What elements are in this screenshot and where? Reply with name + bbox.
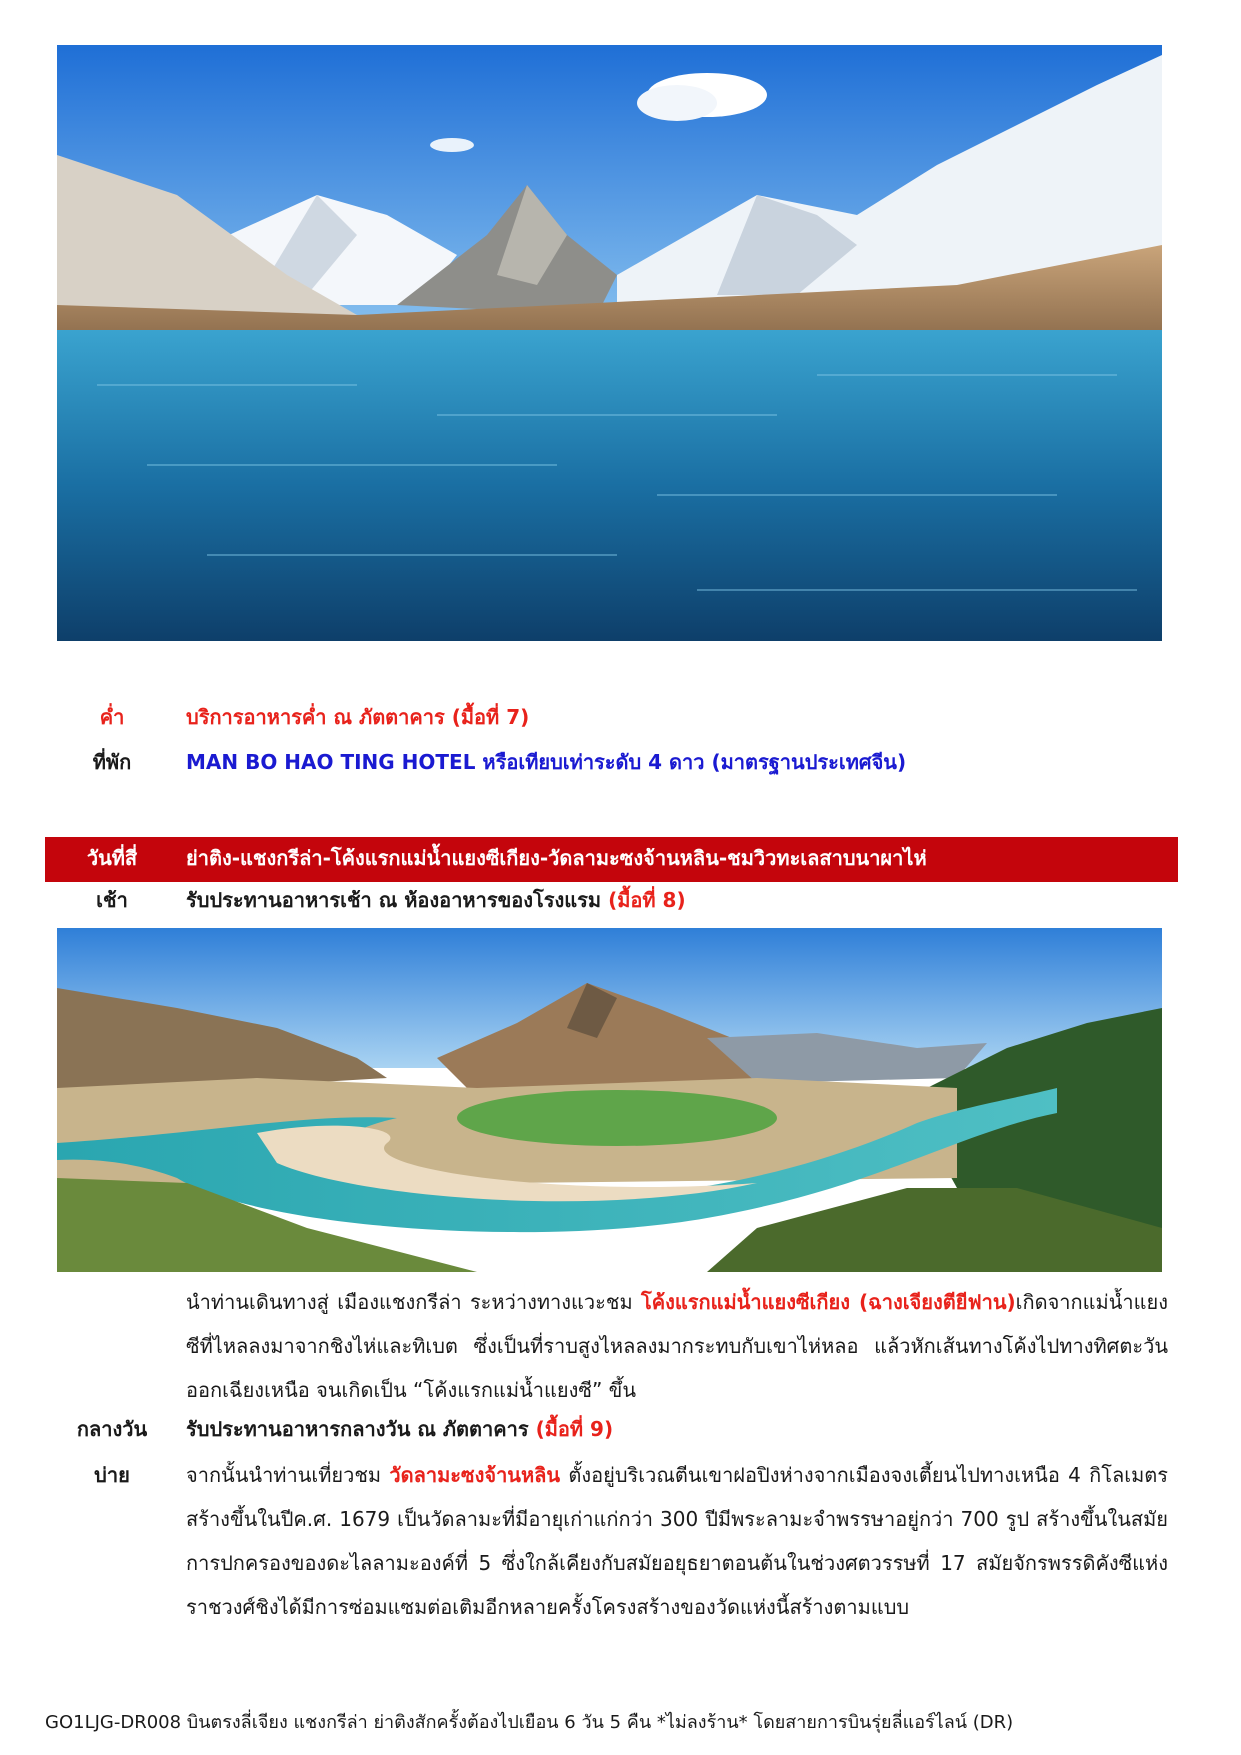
- day-header-bar: [45, 837, 1178, 882]
- hotel-label: ที่พัก: [92, 750, 132, 774]
- afternoon-label: บ่าย: [94, 1463, 130, 1487]
- yangtze-bend-photo: [57, 928, 1162, 1272]
- day-route: ย่าติง-แชงกรีล่า-โค้งแรกแม่น้ำแยงซีเกียง-วัดลามะซงจ้านหลิน-ชมวิวทะเลสาบนาผาไห่: [186, 846, 927, 870]
- afternoon-paragraph: [186, 1453, 1168, 1629]
- lake-mountain-photo: [57, 45, 1162, 641]
- lunch-meal: (มื้อที่ 9): [535, 1417, 614, 1441]
- shangrila-rest: เกิดจากแม่น้ำแยงซีที่ไหลลงมาจากชิงไห่และทิเบต ซึ่งเป็นที่ราบสูงไหลลงมากระทบกับเขาไห่หลอ แล้วหักเส้นทางโค้งไปทางทิศตะวันออกเฉียงเหนือ จนเกิดเป็น “โค้งแรกแม่น้ำแยงซี” ขึ้น: [186, 1290, 1168, 1402]
- lunch-text: รับประทานอาหารกลางวัน ณ ภัตตาคาร: [186, 1417, 536, 1441]
- songzanlin-highlight: วัดลามะซงจ้านหลิน: [389, 1463, 561, 1487]
- afternoon-rest: ตั้งอยู่บริเวณตีนเขาฝอปิงห่างจากเมืองจงเตี้ยนไปทางเหนือ 4 กิโลเมตรสร้างขึ้นในปีค.ศ. 1679 เป็นวัดลามะที่มีอายุเก่าแก่กว่า 300 ปีมีพระลามะจำพรรษาอยู่กว่า 700 รูป สร้างขึ้นในสมัยการปกครองของดะไลลามะองค์ที่ 5 ซึ่งใกล้เคียงกับสมัยอยุธยาตอนต้นในช่วงศตวรรษที่ 17 สมัยจักรพรรดิคังซีแห่งราชวงศ์ชิงได้มีการซ่อมแซมต่อเติมอีกหลายครั้งโครงสร้างของวัดแห่งนี้สร้างตามแบบ: [186, 1463, 1168, 1619]
- yangtze-bend-highlight: โค้งแรกแม่น้ำแยงซีเกียง (ฉางเจียงตียีฟาน): [641, 1290, 1016, 1314]
- day-label: วันที่สี่: [86, 846, 138, 870]
- shangrila-paragraph: [186, 1280, 1168, 1412]
- page-footer: GO1LJG-DR008 บินตรงลี่เจียง แชงกรีล่า ย่าติงสักครั้งต้องไปเยือน 6 วัน 5 คืน *ไม่ลงร้าน* โดยสายการบินรุ่ยลี่แอร์ไลน์ (DR): [45, 1712, 1014, 1733]
- breakfast-text: รับประทานอาหารเช้า ณ ห้องอาหารของโรงแรม: [186, 888, 609, 912]
- dinner-text: บริการอาหารค่ำ ณ ภัตตาคาร (มื้อที่ 7): [186, 705, 530, 729]
- shangrila-lead: นำท่านเดินทางสู่ เมืองแชงกรีล่า ระหว่างทางแวะชม: [186, 1290, 641, 1314]
- dinner-label: ค่ำ: [99, 705, 125, 729]
- afternoon-lead: จากนั้นนำท่านเที่ยวชม: [186, 1463, 390, 1487]
- breakfast-label: เช้า: [96, 888, 128, 912]
- breakfast-line: [186, 885, 686, 915]
- breakfast-meal: (มื้อที่ 8): [608, 888, 686, 912]
- hotel-text: MAN BO HAO TING HOTEL หรือเทียบเท่าระดับ 4 ดาว (มาตรฐานประเทศจีน): [186, 750, 907, 774]
- lunch-label: กลางวัน: [76, 1417, 148, 1441]
- lunch-line: [186, 1414, 613, 1444]
